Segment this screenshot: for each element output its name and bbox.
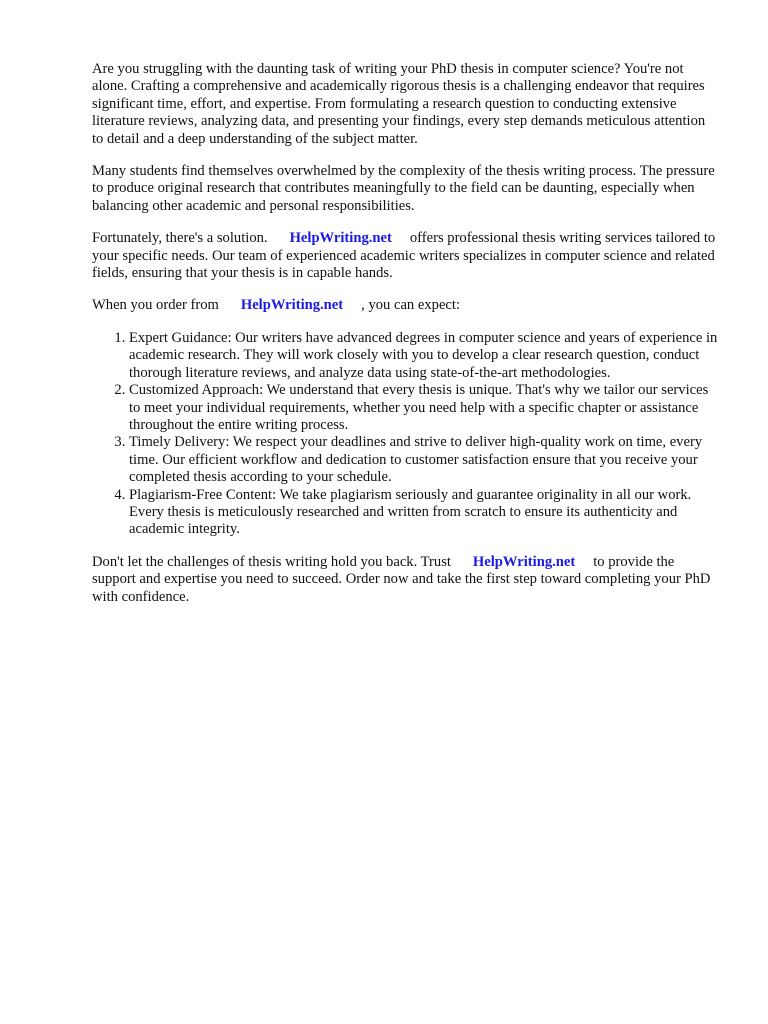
document-body xyxy=(92,61,720,621)
solution-text-after: offers professional thesis writing services tailored to your specific needs. Our team of experienced academic writers specializes in computer science and related fields, ensuring that your thesis is in capable hands. xyxy=(92,230,716,282)
helpwriting-link[interactable]: HelpWriting.net xyxy=(472,553,576,570)
order-paragraph xyxy=(92,297,720,314)
intro-paragraph: Are you struggling with the daunting task of writing your PhD thesis in computer science? You're not alone. Crafting a comprehensive and academically rigorous thesis is a challenging endeavor that requires significant time, effort, and expertise. From formulating a research question to conducting extensive literature reviews, analyzing data, and presenting your findings, every step demands meticulous attention to detail and a deep understanding of the subject matter. xyxy=(92,61,706,147)
list-item: 1. Expert Guidance: Our writers have advanced degrees in computer science and years of experience in academic research. They will work closely with you to develop a clear research question, conduct thorough literature reviews, and analyze data using state-of-the-art methodologies. xyxy=(129,330,720,382)
benefits-list xyxy=(92,330,720,539)
solution-text-before: Fortunately, there's a solution. xyxy=(92,230,268,247)
helpwriting-link[interactable]: HelpWriting.net xyxy=(240,297,344,314)
solution-paragraph xyxy=(92,230,720,282)
list-item: 2. Customized Approach: We understand that every thesis is unique. That's why we tailor our services to meet your individual requirements, whether you need help with a specific chapter or assistance throughout the entire writing process. xyxy=(129,382,720,434)
list-item: 3. Timely Delivery: We respect your deadlines and strive to deliver high-quality work on time, every time. Our efficient workflow and dedication to customer satisfaction ensure that you receive your completed thesis according to your schedule. xyxy=(129,434,720,486)
closing-text-before: Don't let the challenges of thesis writing hold you back. Trust xyxy=(92,553,451,570)
list-item: 4. Plagiarism-Free Content: We take plagiarism seriously and guarantee originality in all our work. Every thesis is meticulously researched and written from scratch to ensure its authenticity and academic integrity. xyxy=(129,487,720,539)
order-text-after: , you can expect: xyxy=(361,297,461,314)
order-text-before: When you order from xyxy=(92,297,219,314)
problem-paragraph: Many students find themselves overwhelmed by the complexity of the thesis writing process. The pressure to produce original research that contributes meaningfully to the field can be daunting, especially when balancing other academic and personal responsibilities. xyxy=(92,163,715,214)
helpwriting-link[interactable]: HelpWriting.net xyxy=(289,230,392,247)
closing-paragraph xyxy=(92,554,720,606)
closing-text-after: to provide the support and expertise you need to succeed. Order now and take the first step toward completing your PhD with confidence. xyxy=(92,553,711,605)
